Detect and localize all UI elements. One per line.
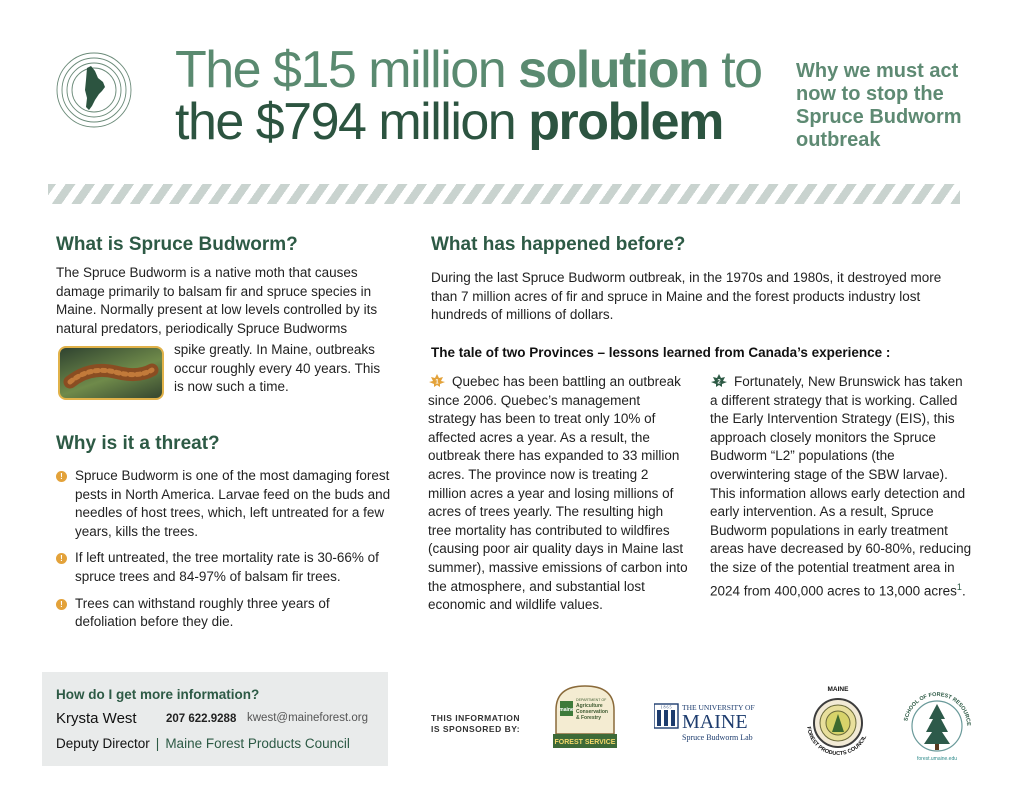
contact-heading: How do I get more information? bbox=[56, 687, 260, 702]
school-of-forest-resources-logo bbox=[898, 684, 976, 762]
um-year-text: 1 8 6 5 bbox=[660, 704, 672, 710]
what-is-heading: What is Spruce Budworm? bbox=[56, 234, 298, 255]
page-title: The $15 million solution to the $794 million problem bbox=[175, 41, 762, 151]
mfpc-ring-text: FOREST PRODUCTS COUNCIL bbox=[805, 726, 869, 758]
contact-role: Deputy Director | Maine Forest Products Council bbox=[56, 736, 350, 751]
mfpc-maine-text: MAINE bbox=[827, 686, 849, 693]
sponsor-label: THIS INFORMATION IS SPONSORED BY: bbox=[431, 713, 521, 734]
um-line1-text: THE UNIVERSITY OF bbox=[682, 703, 755, 712]
what-is-text: The Spruce Budworm is a native moth that causes damage primarily to balsam fir and spruce species in Maine. Normally present at low levels controlled by its natural predators, periodically Spruce Budworms bbox=[56, 265, 378, 336]
history-heading: What has happened before? bbox=[431, 234, 686, 255]
fs-maine-text: maine bbox=[559, 707, 574, 713]
warning-icon: ! bbox=[56, 471, 67, 482]
warning-icon: ! bbox=[56, 599, 67, 610]
list-item: ! If left untreated, the tree mortality rate is 30-66% of spruce trees and 84-97% of balsam fir trees. bbox=[56, 549, 392, 586]
leaf-number: 2 bbox=[717, 379, 721, 386]
new-brunswick-text-block: 2 Fortunately, New Brunswick has taken a different strategy that is working. Called the Early Intervention Strategy (EIS), this approach closely monitors the Spruce Budworm “L2” populations (the overwintering stage of the SBW larvae). This information allows early detection and early intervention. As a result, Spruce Budworm populations in early treatment areas have decreased by 60-80%, reducing the size of the potential treatment area in 2024 from 400,000 acres to 13,000 acres$^1$. bbox=[710, 374, 972, 599]
stripe-divider bbox=[48, 184, 960, 204]
page-subtitle: Why we must act now to stop the Spruce Budworm outbreak bbox=[796, 60, 962, 151]
maple-leaf-icon bbox=[710, 374, 728, 388]
sfr-ring-text: SCHOOL OF FOREST RESOURCE bbox=[903, 691, 972, 727]
um-line2-text: MAINE bbox=[682, 711, 748, 733]
fs-conservation-text: Conservation bbox=[576, 709, 608, 715]
threat-list bbox=[56, 467, 392, 640]
what-is-text-continued: spike greatly. In Maine, outbreaks occur roughly every 40 years. This is now such a time. bbox=[174, 342, 381, 395]
leaf-number: 1 bbox=[435, 379, 439, 386]
maine-rings-logo bbox=[56, 52, 132, 128]
contact-phone[interactable]: 207 622.9288 bbox=[166, 713, 237, 725]
contact-name: Krysta West bbox=[56, 710, 137, 727]
provinces-subheading: The tale of two Provinces – lessons learned from Canada’s experience : bbox=[431, 345, 891, 360]
caterpillar-icon bbox=[60, 348, 162, 398]
sfr-url-text: forest.umaine.edu bbox=[916, 756, 958, 762]
quebec-text-block: 1 Quebec has been battling an outbreak since 2006. Quebec’s management strategy has been to treat only 10% of affected acres a year. As a result, the outbreak there has expanded to 33 million acres. The province now is treating 2 million acres a year and losing millions of acres of trees yearly. The resulting high tree mortality has contributed to wildfires (causing poor air quality days in Maine last summer), massive emissions of carbon into the atmosphere, and substantial lost economic and wildlife values. bbox=[428, 374, 688, 613]
caterpillar-photo bbox=[58, 346, 164, 400]
fs-agriculture-text: Agriculture bbox=[576, 703, 603, 709]
university-of-maine-logo bbox=[654, 701, 776, 743]
warning-icon: ! bbox=[56, 553, 67, 564]
um-line3-text: Spruce Budworm Lab bbox=[682, 733, 753, 742]
fs-forestry-text: & Forestry bbox=[576, 715, 602, 721]
list-item: ! Trees can withstand roughly three years of defoliation before they die. bbox=[56, 595, 392, 632]
maine-forest-products-council-logo bbox=[799, 684, 877, 762]
footnote-marker: 1 bbox=[956, 581, 962, 592]
fs-banner-text: FOREST SERVICE bbox=[554, 739, 616, 746]
contact-email[interactable]: kwest@maineforest.org bbox=[247, 712, 368, 724]
list-item: ! Spruce Budworm is one of the most damaging forest pests in North America. Larvae feed on the buds and needles of host trees, which, left untreated for a few years, kills the trees. bbox=[56, 467, 392, 541]
history-text: During the last Spruce Budworm outbreak, in the 1970s and 1980s, it destroyed more than 7 million acres of fir and spruce in Maine and the forest products industry lost hundreds of millions of dollars. bbox=[431, 270, 942, 323]
maine-forest-service-logo bbox=[552, 682, 618, 752]
threat-heading: Why is it a threat? bbox=[56, 433, 220, 454]
maple-leaf-icon bbox=[428, 374, 446, 388]
fs-dept-text: DEPARTMENT OF bbox=[576, 698, 607, 702]
